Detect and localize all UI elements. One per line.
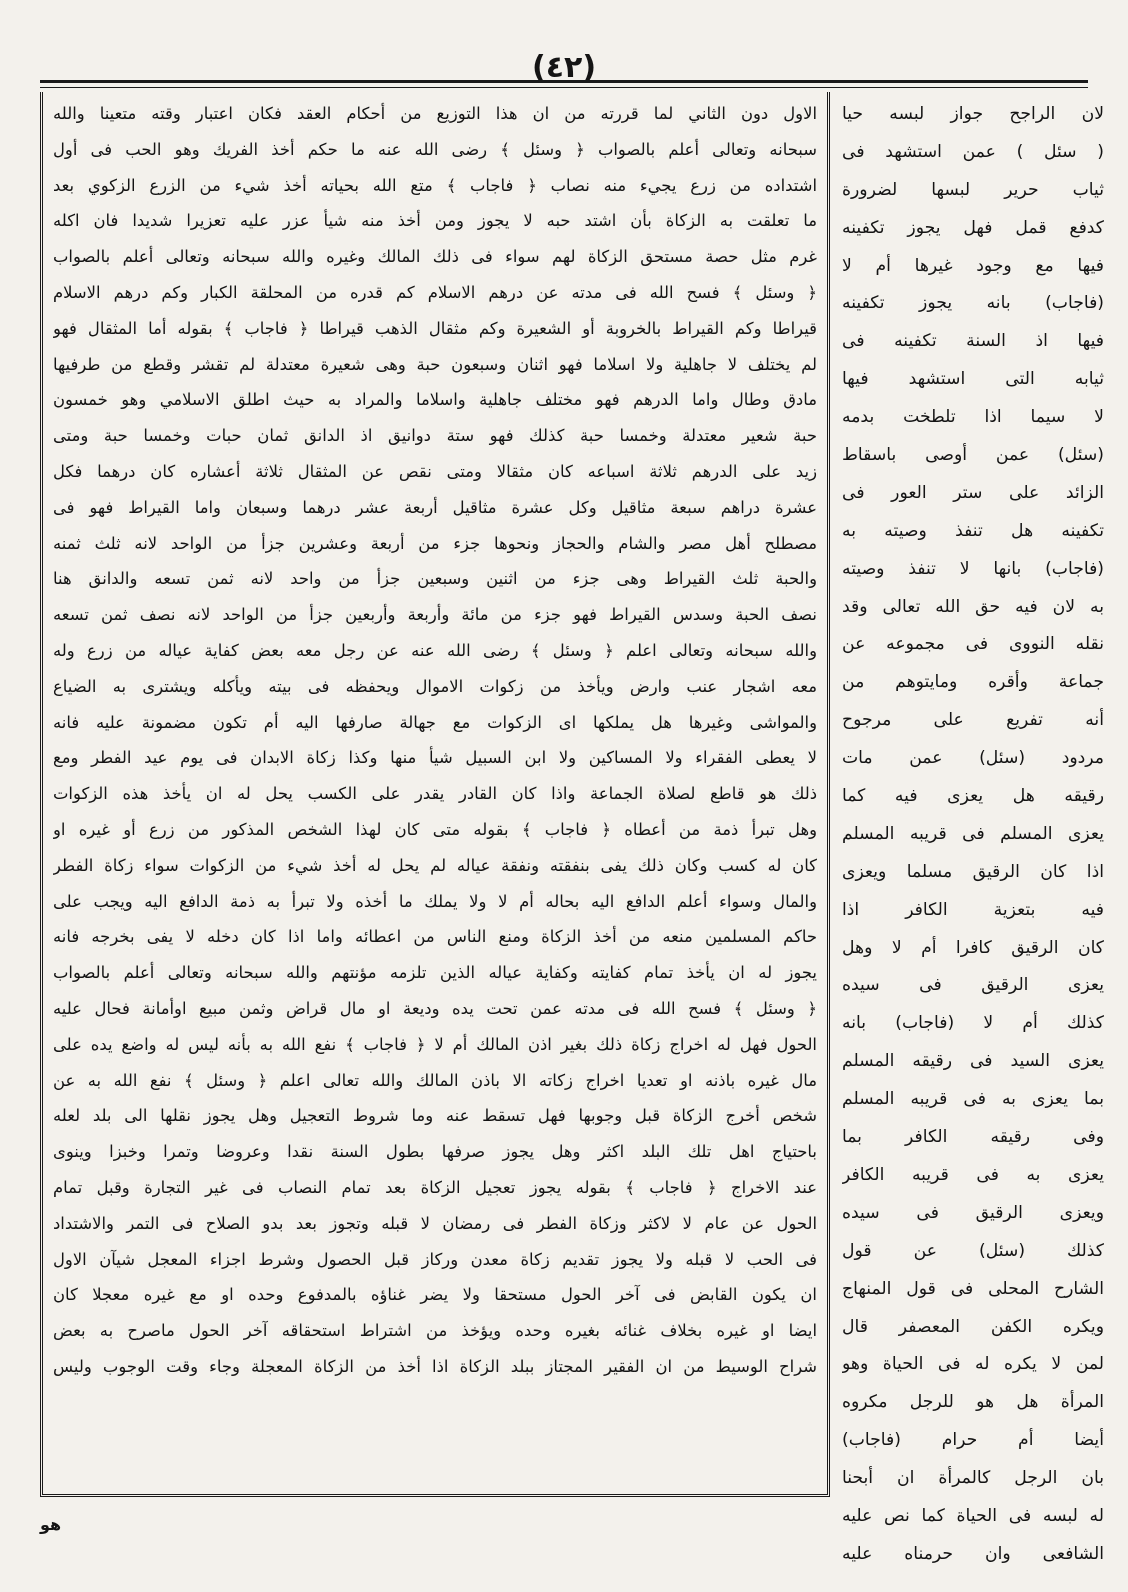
main-text-line: عشرة دراهم سبعة مثاقيل وكل عشرة مثاقيل أربعة عشر درهما وسبعان واما القيراط فهو فى (53, 497, 817, 517)
main-text-line: حاكم المسلمين منعه من أخذ الزكاة ومنع الناس من اعطائه واما اذا كان دخله لا يفى بخرجه فانه (53, 927, 817, 947)
main-text-line: عند الاخراج ﴿ فاجاب ﴾ بقوله يجوز تعجيل الزكاة بعد تمام النصاب فى غير التجارة وقبل تمام (53, 1177, 817, 1197)
page-number: (٤٢) (531, 50, 597, 85)
margin-text-line: كان الرقيق كافرا أم لا وهل (842, 937, 1104, 958)
margin-text-line: يعزى المسلم فى قريبه المسلم (842, 823, 1104, 844)
margin-text-line: الزائد على ستر العور فى (842, 482, 1104, 503)
main-text-line: حبة شعير معتدلة وخمسا حبة كذلك فهو ستة دوانيق اذ الدانق ثمان حبات وخمسا حبة ومتى (53, 426, 817, 446)
main-text-line: ذلك هو قاطع لصلاة الجماعة واذا كان القادر يقدر على الكسب يحل له ان يأخذ هذه الزكوات (53, 784, 817, 804)
main-text-line: والله سبحانه وتعالى اعلم ﴿ وسئل ﴾ رضى الله عنه عن رجل معه بعض كفاية عياله من زرع وله (53, 640, 817, 660)
main-text-line: الحول فهل له اخراج زكاة ذلك بغير اذن المالك أم لا ﴿ فاجاب ﴾ نفع الله به بأنه ليس له واضع يده على (53, 1034, 817, 1054)
margin-text-line: بما يعزى به فى قريبه المسلم (842, 1089, 1104, 1110)
main-text-line: والمواشى وغيرها هل يملكها اى الزكوات مع جهالة صارفها اليه أم تكون مضمونة عليه فانه (53, 712, 817, 732)
margin-text-line: كذلك (سئل) عن قول (842, 1240, 1104, 1261)
main-text-line: غرم مثل حصة مستحق الزكاة لهم سواء فى ذلك المالك وغيره والله سبحانه وتعالى أعلم بالصواب (53, 247, 817, 267)
main-text-line: لا يعطى الفقراء ولا المساكين ولا ابن السبيل شيأ منها وكذا زكاة الابدان فى يوم عيد الفطر ومع (53, 748, 817, 768)
margin-text-line: ثيابه التى استشهد فيها (842, 369, 1104, 390)
main-text-line: باحتياج اهل تلك البلد اكثر وهل يجوز صرفها بطول السنة نقدا وعروضا وتمرا وخبزا وينوى (53, 1142, 817, 1162)
margin-text-line: يعزى به فى قريبه الكافر (842, 1164, 1104, 1185)
main-text-line: والحبة ثلث القيراط وهى جزء من اثنين وسبعين جزأ من واحد لانه ثمن تسعه والدانق هنا (53, 569, 817, 589)
margin-text-line: تكفينه هل تنفذ وصيته به (842, 520, 1104, 541)
margin-text-line: (سئل) عمن أوصى باسقاط (842, 445, 1104, 466)
margin-text-line: نقله النووى فى مجموعه عن (842, 634, 1104, 655)
main-text-line: يجوز له ان يأخذ تمام كفايته وكفاية عياله الذين تلزمه مؤنتهم والله سبحانه وتعالى أعلم بالصواب (53, 963, 817, 983)
margin-text-line: له لبسه فى الحياة كما نص عليه (842, 1505, 1104, 1526)
margin-text-line: فيها اذ السنة تكفينه فى (842, 331, 1104, 352)
main-text-line: فى الحب لا قبله ولا يجوز تقديم زكاة معدن وركاز قبل الحصول وشرط اجزاء المعجل شيآن الاول (53, 1249, 817, 1269)
margin-text-line: لان الراجح جواز لبسه حيا (842, 104, 1104, 124)
margin-text-column (842, 96, 1104, 1576)
margin-text-line: بان الرجل كالمرأة ان أبحنا (842, 1468, 1104, 1489)
main-text-line: وهل تبرأ ذمة من أعطاه ﴿ فاجاب ﴾ بقوله متى كان لهذا الشخص المذكور من زرع أو غيره او (53, 819, 817, 839)
margin-text-line: ويعزى الرقيق فى سيده (842, 1202, 1104, 1223)
margin-text-line: الشارح المحلى فى قول المنهاج (842, 1278, 1104, 1299)
main-text-line: سبحانه وتعالى أعلم بالصواب ﴿ وسئل ﴾ رضى الله عنه ما حكم أخذ الفريك وهو الحب فى أول (53, 139, 817, 159)
main-text-line: الاول دون الثاني لما قررته من ان هذا التوزيع من أحكام العقد فكان اعتبار وقته متعينا والله (53, 104, 817, 123)
margin-text-line: فيها مع وجود غيرها أم لا (842, 255, 1104, 276)
margin-text-line: المرأة هل هو للرجل مكروه (842, 1392, 1104, 1413)
header-rule (40, 80, 1088, 83)
margin-text-line: الشافعى وان حرمناه عليه (842, 1543, 1104, 1564)
main-text-line: ﴿ وسئل ﴾ فسح الله فى مدته عن درهم الاسلام كم قدره من المحلقة الكبار وكم درهم الاسلام (53, 282, 817, 302)
main-text-line: ما تعلقت به الزكاة بأن اشتد حبه لا يجوز ومن أخذ منه شيأ عزر عليه تعزيرا شديدا فان اكله (53, 211, 817, 231)
margin-text-line: ويكره الكفن المعصفر قال (842, 1316, 1104, 1337)
main-text-line: زيد على الدرهم ثلاثة اسباعه كان مثقالا ومتى نقص عن المثقال ثلاثة أعشاره كان درهما فكل (53, 461, 817, 481)
main-text-line: الحول عن عام لا لاكثر وزكاة الفطر فى رمضان لا قبله وتجوز بعد بدو الصلاح فى التمر والاشتداد (53, 1213, 817, 1233)
main-text-line: كان له كسب وكان ذلك يفى بنفقته ونفقة عياله لم يحل له أخذ شيء من الزكوات سواء زكاة الفطر (53, 855, 817, 875)
margin-text-line: أنه تفريع على مرجوح (842, 710, 1104, 731)
margin-text-line: ثياب حرير لبسها لضرورة (842, 179, 1104, 200)
main-text-line: شخص أخرج الزكاة قبل وجوبها فهل تسقط عنه وما شروط التعجيل وهل يجوز نقلها الى بلد لعله (53, 1106, 817, 1126)
main-text-line: ﴿ وسئل ﴾ فسح الله فى مدته عمن تحت يده وديعة او مال قراض وثمن مبيع اوأمانة فحال عليه (53, 998, 817, 1018)
main-text-line: معه اشجار عنب وارض ويأخذ من زكوات الاموال ويحفظه فى بيته ويأكله ويشترى به الضياع (53, 676, 817, 696)
main-text-line: ايضا او غيره بخلاف غنائه بغيره وحده ويؤخذ من اشتراط استحقاقه آخر الحول ماصرح به بعض (53, 1321, 817, 1341)
margin-text-line: به لان فيه حق الله تعالى وقد (842, 596, 1104, 617)
margin-text-line: اذا كان الرقيق مسلما ويعزى (842, 861, 1104, 882)
main-text-line: ان يكون القابض فى آخر الحول مستحقا ولا يضر غناؤه بالمدفوع وحده او مع غيره معجلا كان (53, 1285, 817, 1305)
main-text-line: مادق وطال واما الدرهم فهو مختلف جاهلية واسلاما والمراد به حيث اطلق الاسلامي وهو خمسون (53, 390, 817, 410)
main-text-column (40, 92, 830, 1497)
margin-text-line: يعزى الرقيق فى سيده (842, 975, 1104, 996)
catchword: هو (40, 1515, 62, 1534)
main-text-line: قيراطا وكم القيراط بالخروبة أو الشعيرة وكم مثقال الذهب قيراطا ﴿ فاجاب ﴾ بقوله أما المثقال فهو (53, 318, 817, 338)
main-text-line: مال غيره باذنه او تعديا اخراج زكاته الا باذن المالك والله تعالى اعلم ﴿ وسئل ﴾ نفع الله به عن (53, 1070, 817, 1090)
margin-text-line: لا سيما اذا تلطخت بدمه (842, 407, 1104, 428)
margin-text-line: لمن لا يكره له فى الحياة وهو (842, 1354, 1104, 1375)
margin-text-line: أيضا أم حرام (فاجاب) (842, 1430, 1104, 1451)
margin-text-line: يعزى السيد فى رقيقه المسلم (842, 1051, 1104, 1072)
margin-text-line: وفى رقيقه الكافر بما (842, 1127, 1104, 1148)
margin-text-line: كذلك أم لا (فاجاب) بانه (842, 1013, 1104, 1034)
main-text-line: نصف الحبة وسدس القيراط فهو جزء من مائة وأربعة وأربعين جزأ من الواحد لانه نصف ثمن تسعه (53, 605, 817, 625)
main-text-line: مصطلح أهل مصر والشام والحجاز ونحوها جزء من أربعة وعشرين جزأ من الواحد لانه ثلث ثمنه (53, 533, 817, 553)
main-text-line: شراح الوسيط من ان الفقير المجتاز ببلد الزكاة اذا أخذ من الزكاة المعجلة وجاء وقت الوجوب وليس (53, 1356, 817, 1376)
margin-text-line: جماعة وأقره ومايتوهم من (842, 672, 1104, 693)
margin-text-line: رقيقه هل يعزى فيه كما (842, 786, 1104, 807)
margin-text-line: فيه بتعزية الكافر اذا (842, 899, 1104, 920)
margin-text-line: مردود (سئل) عمن مات (842, 748, 1104, 769)
margin-text-line: (فاجاب) بانه يجوز تكفينه (842, 293, 1104, 314)
margin-text-line: ( سئل ) عمن استشهد فى (842, 141, 1104, 162)
main-text-line: والمال وسواء أعلم الدافع اليه بحاله أم لا ولا يملك ما أخذه ولا تبرأ به ذمة الدافع اليه ويجب على (53, 891, 817, 911)
margin-text-line: كدفع قمل فهل يجوز تكفينه (842, 217, 1104, 238)
main-text-line: لم يختلف لا جاهلية ولا اسلاما فهو اثنان وسبعون حبة وهى شعيرة معتدلة لم تقشر وقطع من طرفيها (53, 354, 817, 374)
main-text-line: اشتداده من زرع يجيء منه نصاب ﴿ فاجاب ﴾ متع الله بحياته أخذ شيء من الزرع الزكوي بعد (53, 175, 817, 195)
header-rule-thin (40, 87, 1088, 88)
margin-text-line: (فاجاب) بانها لا تنفذ وصيته (842, 558, 1104, 579)
